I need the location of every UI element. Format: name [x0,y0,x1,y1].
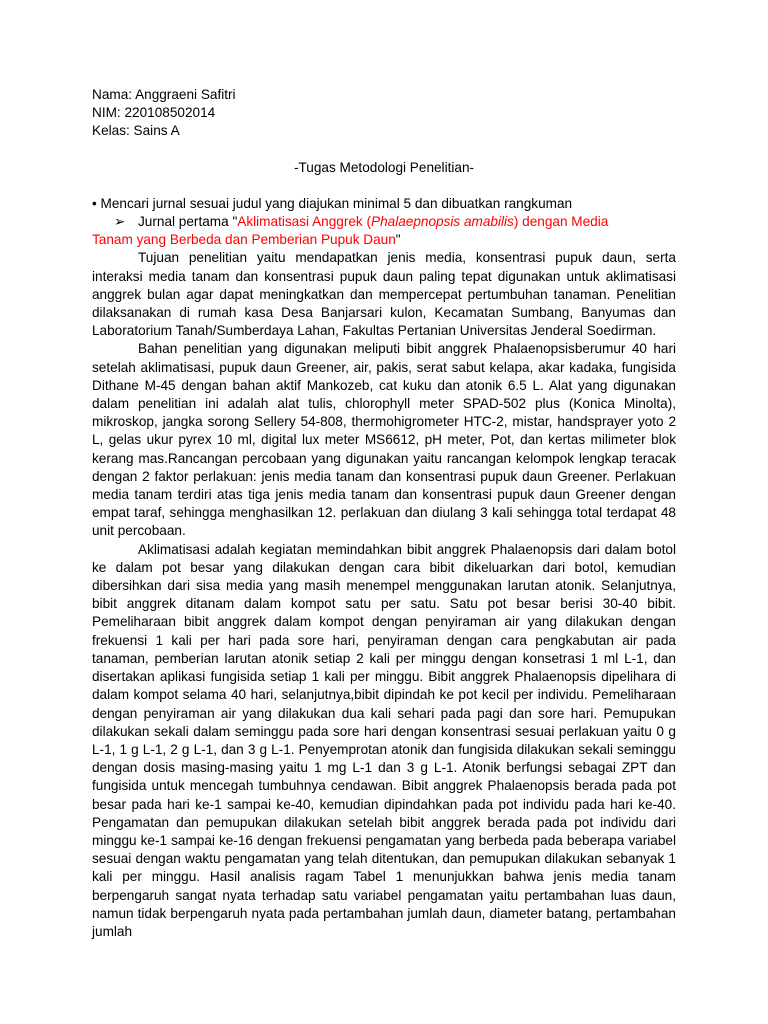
paragraph-aklimatisasi: Aklimatisasi adalah kegiatan memindahkan bibit anggrek Phalaenopsis dari dalam botol ke dalam pot besar yang dilakukan dengan cara bibit dikeluarkan dari botol, kemudian dibersihkan dari sisa media yang masih menempel menggunakan larutan atonik. Selanjutnya, bibit anggrek ditanam dalam kompot satu per satu. Satu pot besar berisi 30-40 bibit. Pemeliharaan bibit anggrek dalam kompot dengan penyiraman air yang dilakukan dengan frekuensi 1 kali per hari pada sore hari, penyiraman dengan cara pengkabutan air pada tanaman, pemberian larutan atonik setiap 2 kali per minggu dengan konsetrasi 1 ml L-1, dan disertakan aplikasi fungisida setiap 1 kali per minggu. Bibit anggrek Phalaenopsis dipelihara di dalam kompot selama 40 hari, selanjutnya,bibit dipindah ke pot kecil per individu. Pemeliharaan dengan penyiraman air yang dilakukan dua kali sehari pada pagi dan sore hari. Pemupukan dilakukan sekali dalam seminggu pada sore hari dengan konsentrasi sesuai perlakuan yaitu 0 g L-1, 1 g L-1, 2 g L-1, dan 3 g L-1. Penyemprotan atonik dan fungisida dilakukan sekali seminggu dengan dosis masing-masing yaitu 1 mg L-1 dan 3 g L-1. Atonik berfungsi sebagai ZPT dan fungisida untuk mencegah tumbuhnya cendawan. Bibit anggrek Phalaenopsis berada pada pot besar pada hari ke-1 sampai ke-40, kemudian dipindahkan pada pot individu pada hari ke-40. Pengamatan dan pemupukan dilakukan setelah bibit anggrek berada pada pot individu dari minggu ke-1 sampai ke-16 dengan frekuensi pengamatan yang berbeda pada beberapa variabel sesuai dengan waktu pengamatan yang telah ditentukan, dan pemupukan dilakukan sebanyak 1 kali per minggu. Hasil analisis ragam Tabel 1 menunjukkan bahwa jenis media tanam berpengaruh sangat nyata terhadap satu variabel pengamatan yaitu pertambahan luas daun, namun tidak berpengaruh nyata pada pertambahan jumlah daun, diameter batang, pertambahan jumlah [92,541,676,939]
paragraph-tujuan: Tujuan penelitian yaitu mendapatkan jenis media, konsentrasi pupuk daun, serta interaksi media tanam dan konsentrasi pupuk daun paling tepat digunakan untuk aklimatisasi anggrek bulan agar dapat meningkatkan dan mempercepat pertumbuhan tanaman. Penelitian dilaksanakan di rumah kasa Desa Banjarsari kulon, Kecamatan Sumbang, Banyumas dan Laboratorium Tanah/Sumberdaya Lahan, Fakultas Pertanian Universitas Jenderal Soedirman. [92,250,676,339]
document-title: -Tugas Metodologi Penelitian- [293,159,475,175]
journal-title-italic: Phalaepnopsis amabilis [371,214,514,230]
journal-prefix: Jurnal pertama " [138,214,238,230]
journal-heading-line2 [92,231,676,249]
student-nim: NIM: 220108502014 [92,105,216,121]
student-name: Nama: Anggraeni Safitri [92,87,236,102]
journal-title-part2: ) dengan Media [513,214,609,230]
task-item [92,195,676,213]
arrow-bullet-icon: ➢ [114,214,126,230]
journal-suffix: " [395,232,401,248]
journal-heading [92,213,676,231]
paragraph-bahan: Bahan penelitian yang digunakan meliputi bibit anggrek Phalaenopsisberumur 40 hari setelah aklimatisasi, pupuk daun Greener, air, pakis, serat sabut kelapa, akar kadaka, fungisida Dithane M-45 dengan bahan aktif Mankozeb, cat kuku dan atonik 6.5 L. Alat yang digunakan dalam penelitian ini adalah alat tulis, chlorophyll meter SPAD-502 plus (Konica Minolta), mikroskop, jangka sorong Sellery 54-808, thermohigrometer HTC-2, mistar, handsprayer yoto 2 L, gelas ukur pyrex 10 ml, digital lux meter MS6612, pH meter, Pot, dan kertas milimeter blok kerang mas.Rancangan percobaan yang digunakan yaitu rancangan kelompok lengkap teracak dengan 2 faktor perlakuan: jenis media tanam dan konsentrasi pupuk daun Greener. Perlakuan media tanam terdiri atas tiga jenis media tanam dan konsentrasi pupuk daun Greener dengan empat taraf, sehingga menghasilkan 12. perlakuan dan diulang 3 kali sehingga total terdapat 48 unit percobaan. [92,341,676,539]
student-class: Kelas: Sains A [92,123,180,139]
task-text: Mencari jurnal sesuai judul yang diajukan minimal 5 dan dibuatkan rangkuman [100,195,573,211]
document-page [92,86,676,941]
bullet-icon: • [92,195,97,211]
journal-title-part1: Aklimatisasi Anggrek ( [237,214,372,230]
journal-title-line2: Tanam yang Berbeda dan Pemberian Pupuk Daun [92,232,396,248]
